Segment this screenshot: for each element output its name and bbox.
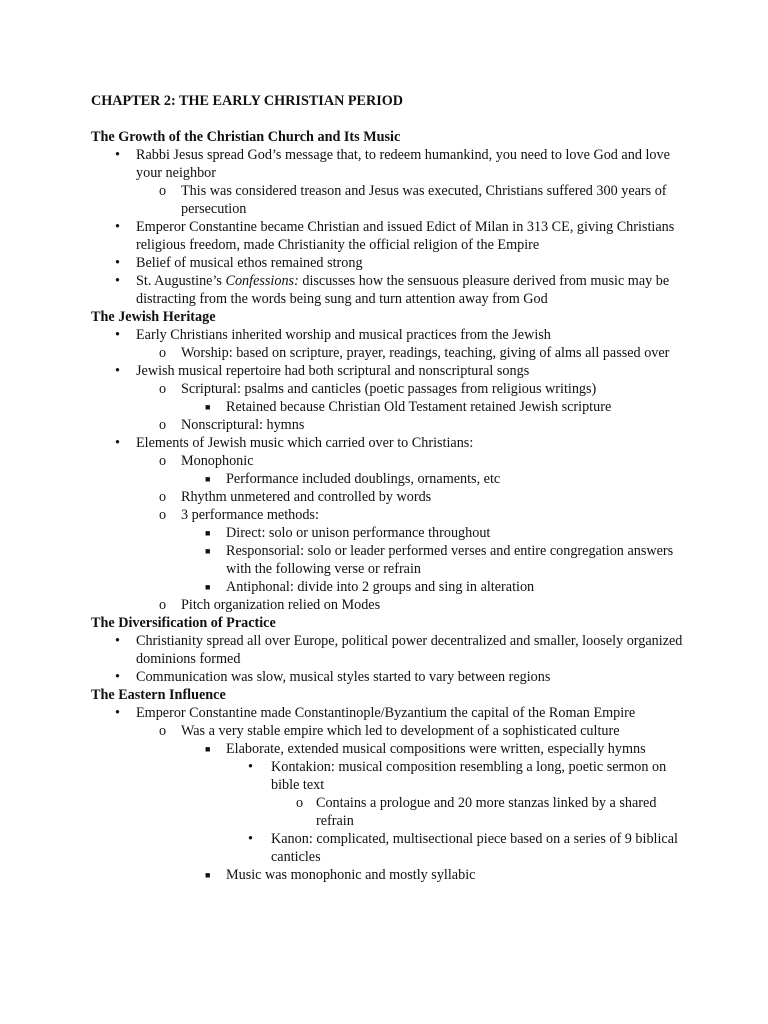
list-item-text-suffix: discusses how the sensuous pleasure derived from music may be distracting from the words being sung and turn attention away from God bbox=[136, 273, 670, 307]
list-item bbox=[91, 866, 691, 884]
bullet-marker: • bbox=[115, 435, 120, 451]
circle-marker: o bbox=[159, 345, 167, 361]
list-item bbox=[91, 596, 691, 614]
list-item bbox=[91, 578, 691, 596]
list-item bbox=[91, 704, 691, 722]
list-item-text: Jewish musical repertoire had both scriptural and nonscriptural songs bbox=[136, 363, 530, 379]
list-item-text: Christianity spread all over Europe, political power decentralized and smaller, loosely organized dominions formed bbox=[136, 633, 683, 667]
section-heading-diversification: The Diversification of Practice bbox=[91, 615, 276, 631]
bullet-marker: • bbox=[115, 147, 120, 163]
list-item bbox=[91, 272, 691, 308]
bullet-marker: • bbox=[248, 831, 253, 847]
list-item bbox=[91, 632, 691, 668]
bullet-marker: • bbox=[115, 363, 120, 379]
list-item-text: This was considered treason and Jesus was executed, Christians suffered 300 years of persecution bbox=[181, 183, 667, 217]
list-item-text: Nonscriptural: hymns bbox=[181, 417, 305, 433]
list-item-text-prefix: St. Augustine’s bbox=[136, 273, 226, 289]
list-item-text: 3 performance methods: bbox=[181, 507, 319, 523]
list-item-text: Rabbi Jesus spread God’s message that, to redeem humankind, you need to love God and love your neighbor bbox=[136, 147, 670, 181]
bullet-marker: • bbox=[115, 255, 120, 271]
list-item bbox=[91, 398, 691, 416]
circle-marker: o bbox=[296, 795, 304, 811]
list-item bbox=[91, 416, 691, 434]
section-heading-jewish: The Jewish Heritage bbox=[91, 309, 216, 325]
circle-marker: o bbox=[159, 723, 167, 739]
list-item-text: Rhythm unmetered and controlled by words bbox=[181, 489, 432, 505]
list-item bbox=[91, 470, 691, 488]
list-item bbox=[91, 362, 691, 380]
square-marker: ■ bbox=[205, 582, 211, 592]
list-item bbox=[91, 434, 691, 452]
list-item-text: Performance included doublings, ornaments, etc bbox=[226, 471, 501, 487]
list-item bbox=[91, 668, 691, 686]
square-marker: ■ bbox=[205, 402, 211, 412]
list-item-text: Elements of Jewish music which carried over to Christians: bbox=[136, 435, 474, 451]
list-item bbox=[91, 722, 691, 740]
square-marker: ■ bbox=[205, 870, 211, 880]
bullet-marker: • bbox=[115, 633, 120, 649]
list-item-text: Early Christians inherited worship and musical practices from the Jewish bbox=[136, 327, 551, 343]
list-item-text: Was a very stable empire which led to development of a sophisticated culture bbox=[181, 723, 620, 739]
list-item-text: Music was monophonic and mostly syllabic bbox=[226, 867, 476, 883]
circle-marker: o bbox=[159, 183, 167, 199]
list-item bbox=[91, 524, 691, 542]
list-item bbox=[91, 506, 691, 524]
book-title: Confessions: bbox=[225, 273, 299, 289]
list-item bbox=[91, 830, 691, 866]
list-item bbox=[91, 488, 691, 506]
list-item-text: Worship: based on scripture, prayer, readings, teaching, giving of alms all passed over bbox=[181, 345, 670, 361]
list-item bbox=[91, 380, 691, 398]
circle-marker: o bbox=[159, 489, 167, 505]
list-item bbox=[91, 254, 691, 272]
list-item-text: Antiphonal: divide into 2 groups and sing in alteration bbox=[226, 579, 535, 595]
bullet-marker: • bbox=[115, 327, 120, 343]
list-item-text: Belief of musical ethos remained strong bbox=[136, 255, 363, 271]
square-marker: ■ bbox=[205, 744, 211, 754]
list-item-text: Direct: solo or unison performance throughout bbox=[226, 525, 491, 541]
square-marker: ■ bbox=[205, 474, 211, 484]
list-item-text: Emperor Constantine became Christian and issued Edict of Milan in 313 CE, giving Christians religious freedom, made Christianity the official religion of the Empire bbox=[136, 219, 675, 253]
list-item-text: Retained because Christian Old Testament retained Jewish scripture bbox=[226, 399, 612, 415]
list-item bbox=[91, 740, 691, 758]
list-item bbox=[91, 542, 691, 578]
chapter-title: CHAPTER 2: THE EARLY CHRISTIAN PERIOD bbox=[91, 93, 404, 109]
bullet-marker: • bbox=[115, 705, 120, 721]
section-heading-eastern: The Eastern Influence bbox=[91, 687, 226, 703]
list-item-text: Scriptural: psalms and canticles (poetic passages from religious writings) bbox=[181, 381, 597, 397]
bullet-marker: • bbox=[115, 669, 120, 685]
list-item-text: Elaborate, extended musical compositions were written, especially hymns bbox=[226, 741, 646, 757]
bullet-marker: • bbox=[115, 219, 120, 235]
circle-marker: o bbox=[159, 453, 167, 469]
list-item-text: Kontakion: musical composition resembling a long, poetic sermon on bible text bbox=[271, 759, 667, 793]
list-item bbox=[91, 182, 691, 218]
section-heading-growth: The Growth of the Christian Church and Its Music bbox=[91, 129, 401, 145]
list-item bbox=[91, 758, 691, 794]
list-item bbox=[91, 794, 691, 830]
circle-marker: o bbox=[159, 381, 167, 397]
list-item bbox=[91, 218, 691, 254]
list-item-text: Contains a prologue and 20 more stanzas linked by a shared refrain bbox=[316, 795, 657, 829]
list-item-text: Communication was slow, musical styles started to vary between regions bbox=[136, 669, 551, 685]
list-item-text: Monophonic bbox=[181, 453, 254, 469]
square-marker: ■ bbox=[205, 546, 211, 556]
list-item-text: Emperor Constantine made Constantinople/Byzantium the capital of the Roman Empire bbox=[136, 705, 636, 721]
circle-marker: o bbox=[159, 597, 167, 613]
list-item-text: Pitch organization relied on Modes bbox=[181, 597, 381, 613]
list-item bbox=[91, 344, 691, 362]
square-marker: ■ bbox=[205, 528, 211, 538]
list-item bbox=[91, 146, 691, 182]
list-item-text: Responsorial: solo or leader performed verses and entire congregation answers with the following verse or refrain bbox=[226, 543, 674, 577]
circle-marker: o bbox=[159, 507, 167, 523]
circle-marker: o bbox=[159, 417, 167, 433]
document-body bbox=[91, 128, 691, 884]
bullet-marker: • bbox=[115, 273, 120, 289]
list-item bbox=[91, 326, 691, 344]
bullet-marker: • bbox=[248, 759, 253, 775]
list-item bbox=[91, 452, 691, 470]
list-item-text: Kanon: complicated, multisectional piece based on a series of 9 biblical canticles bbox=[271, 831, 678, 865]
